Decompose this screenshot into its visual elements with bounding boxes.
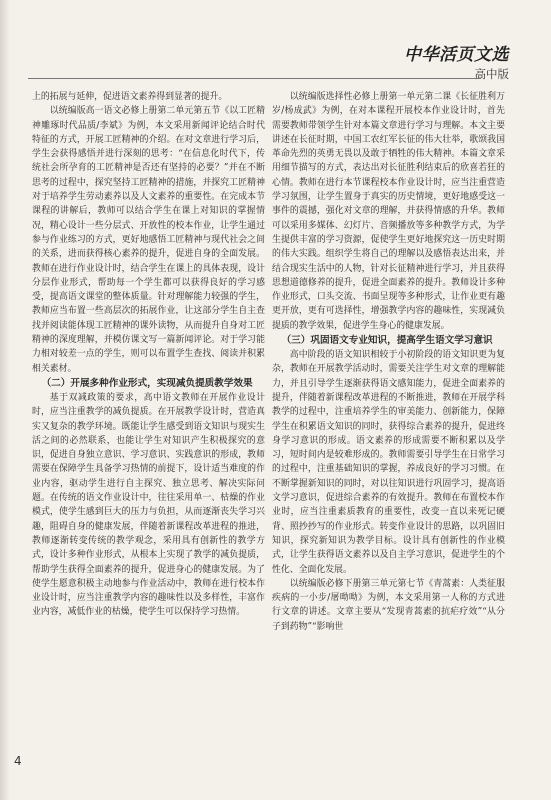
paragraph: 以统编版必修下册第三单元第七节《青蒿素：人类征服疾病的一小步/屠呦呦》为例，本文采用第一人称的方式进行文章的讲述。文章主要从“发现青蒿素的抗疟疗效”“从分子到药物”“影响世 (272, 578, 505, 632)
page-number: 4 (14, 754, 22, 768)
paragraph: 基于双减政策的要求，高中语文教师在开展作业设计时，应当注重教学的减负提质。在开展教学设计时，营造真实又复杂的教学环境。既能让学生感受到语文知识与现实生活之间的必然联系，也能让学生对知识产生积极探究的意识，促进自身独立意识、学习意识、实践意识的形成，教师需要在保障学生具备学习热情的前提下，设计适当难度的作业内容，驱动学生进行自主探究、独立思考、解决实际问题。在传统的语文作业设计中，往往采用单一、枯燥的作业模式，使学生感到巨大的压力与负担，从而逐渐丧失学习兴趣，阻碍自身的健康发展，伴随着新课程改革进程的推进，教师逐渐转变传统的教学观念，采用具有创新性的教学方式，设计多种作业形式，从根本上实现了教学的减负提质，帮助学生获得全面素养的提升，促进身心的健康发展。为了使学生愿意积极主动地参与作业活动中，教师在进行校本作业设计时，应当注重教学内容的趣味性以及多样性，丰富作业内容，减低作业的枯燥，使学生可以保持学习热情。 (32, 392, 265, 618)
paragraph: 上的拓展与延伸，促进语文素养得到显著的提升。 (32, 92, 228, 102)
right-column (272, 90, 505, 740)
paragraph: 以统编版选择性必修上册第一单元第二课《长征胜利万岁/杨成武》为例，在对本课程开展校本作业设计时，首先需要教师带领学生针对本篇文章进行学习与理解。本文主要讲述在长征时期，中国工农红军长征的伟大壮举，歌颂我国革命先烈的英勇无畏以及敢于牺牲的伟大精神。本篇文章采用细节描写的方式，表达出对长征胜利结束后的欣喜若狂的心情。教师在进行本节课程校本作业设计时，应当注重营造学习氛围，让学生置身于真实的历史情境，更好地感受这一事件的震撼，强化对文章的理解，并获得情感的升华。教师可以采用多媒体、幻灯片、音频播放等多种教学方式，为学生提供丰富的学习资源，促使学生更好地探究这一历史时期的伟大实践。组织学生将自己的理解以及感悟表达出来，并结合现实生活中的人物，针对长征精神进行学习，并且获得思想道德修养的提升，促进全面素养的提升。教师设计多种作业形式，口头交流、书面呈现等多种形式，让作业更有趣更开放，更有可选择性，增强教学内容的趣味性，实现减负提质的教学效果，促进学生身心的健康发展。 (272, 92, 505, 331)
journal-title: 中华活页文选 (404, 45, 509, 65)
paragraph: 高中阶段的语文知识相较于小初阶段的语文知识更为复杂，教师在开展教学活动时，需要关注学生对文章的理解能力，并且引导学生逐渐获得语文感知能力，促进全面素养的提升，伴随着新课程改革进程的不断推进，教师在开展学科教学的过程中，注重培养学生的审美能力、创新能力，保障学生在积累语文知识的同时，获得综合素养的提升，促进终身学习意识的形成。语文素养的形成需要不断积累以及学习，短时间内是较难形成的。教师需要引导学生在日常学习的过程中，注重基础知识的掌握，养成良好的学习习惯。在不断掌握新知识的同时，对以往知识进行巩固学习，提高语文学习意识，促进综合素养的有效提升。教师在布置校本作业时，应当注重素质教育的重要性，改变一直以来死记硬背、照抄抄写的作业形式。转变作业设计的思路，以巩固旧知识，探究新知识为教学目标。设计具有创新性的作业模式，让学生获得语文素养以及自主学习意识，促进学生的个性化、全面化发展。 (272, 350, 505, 575)
section-heading: （二）开展多种作业形式，实现减负提质教学效果 (41, 377, 253, 389)
section-heading: （三）巩固语文专业知识，提高学生语文学习意识 (281, 335, 493, 347)
header-rule (28, 78, 481, 79)
left-column (32, 90, 265, 740)
page-gutter-shadow (0, 0, 10, 800)
paragraph: 以统编版高一语文必修上册第二单元第五节《以工匠精神雕琢时代品质/李斌》为例，本文采用新闻评论结合时代特征的方式，开展工匠精神的介绍。在对文章进行学习后，学生会获得感悟并进行深刻的思考：“在信息化时代下，传统社会所孕育的工匠精神是否还有坚持的必要？”并在不断思考的过程中，探究坚持工匠精神的措施，并探究工匠精神对于培养学生劳动素养以及人文素养的重要性。在完成本节课程的讲解后，教师可以结合学生在课上对知识的掌握情况，精心设计一些分层式、开放性的校本作业，让学生通过参与作业练习的方式，更好地感悟工匠精神与现代社会之间的关系，进而获得核心素养的提升，促进自身的全面发展。教师在进行作业设计时，结合学生在课上的具体表现，设计分层作业形式，帮助每一个学生都可以获得良好的学习感受，提高语文课堂的整体质量。针对理解能力较强的学生，教师应当布置一些高层次的拓展作业，让这部分学生自主查找并阅读能体现工匠精神的课外读物，从而提升自身对工匠精神的深度理解，并模仿课文写一篇新闻评论。对于学习能力相对较差一点的学生，则可以布置学生查找、阅读并积累相关素材。 (32, 106, 265, 374)
masthead (404, 40, 509, 82)
journal-edition: 高中版 (474, 67, 509, 81)
